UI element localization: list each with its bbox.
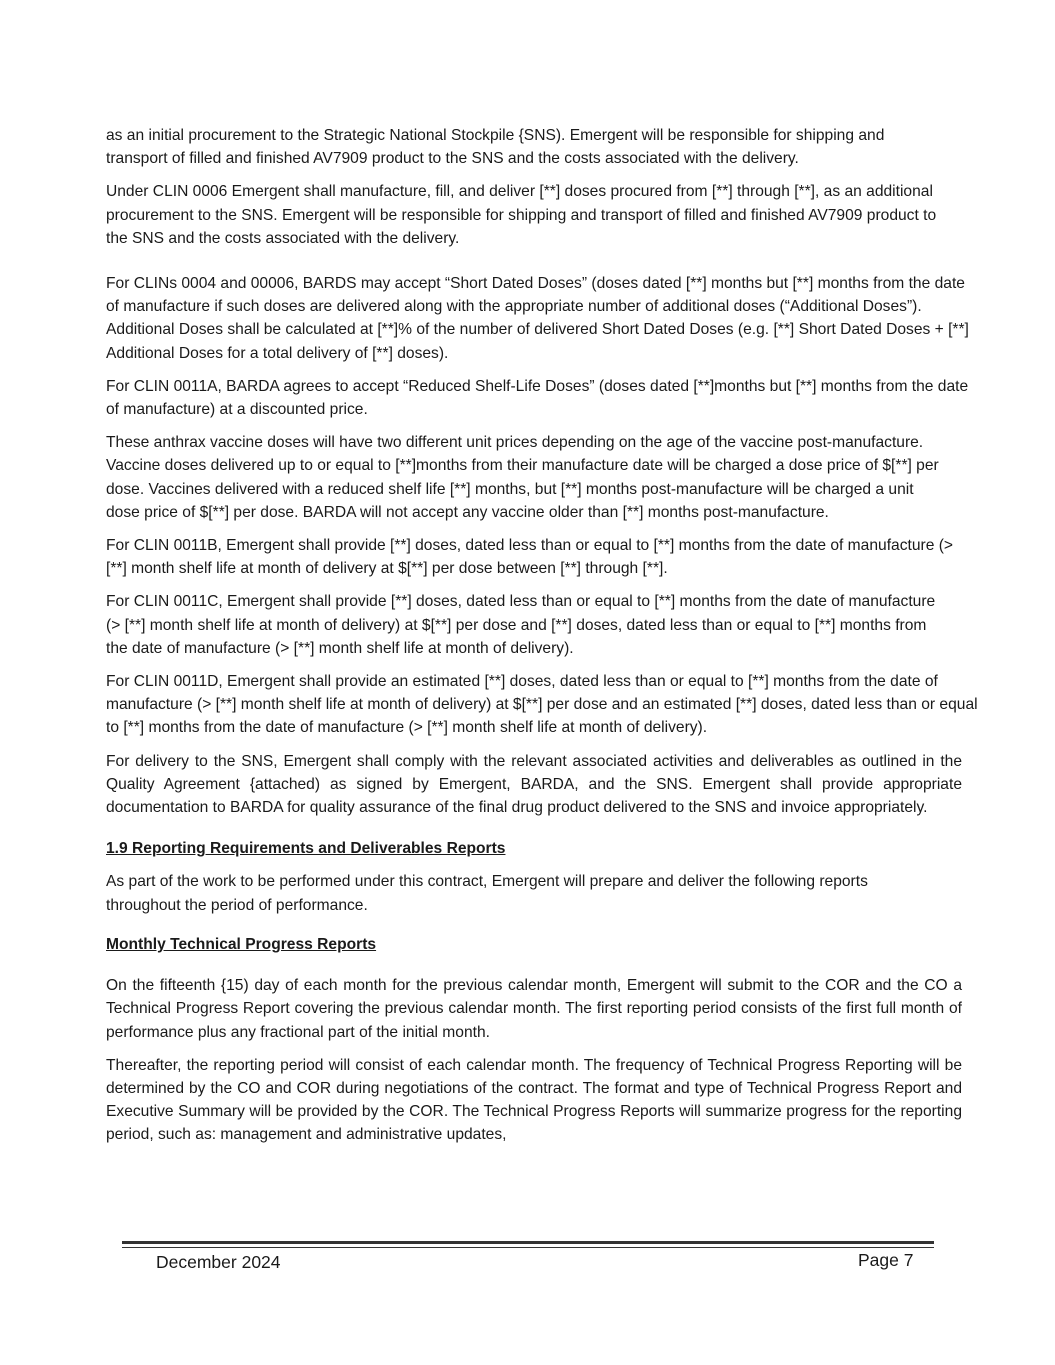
paragraph-clin-0011c: For CLIN 0011C, Emergent shall provide [**] doses, dated less than or equal to [**] months from the date of manufacture (> [**] month shelf life at month of delivery) at $[**] per dose and [**] doses, dated less than or equal to [**] months from the date of manufacture (> [**] month shelf life at month of delivery). <box>106 593 936 657</box>
footer-divider <box>122 1241 934 1248</box>
paragraph-sns-initial-procurement: as an initial procurement to the Strategic National Stockpile {SNS). Emergent will be responsible for shipping and transport of filled and finished AV7909 product to the SNS and the costs associated with the delivery. <box>106 127 885 168</box>
paragraph-reporting-period: Thereafter, the reporting period will consist of each calendar month. The frequency of Technical Progress Reporting will be determined by the CO and COR during negotiations of the contract. The format and type of Technical Progress Report and Executive Summary will be provided by the COR. The Technical Progress Reports will summarize progress for the reporting period, such as: management and administrative updates, <box>106 1056 962 1144</box>
footer-date: December 2024 <box>156 1252 281 1272</box>
footer-page-number: Page 7 <box>858 1250 914 1270</box>
paragraph-reports-intro: As part of the work to be performed under this contract, Emergent will prepare and deliver the following reports throughout the period of performance. <box>106 873 868 914</box>
paragraph-short-dated-doses: For CLINs 0004 and 00006, BARDS may accept “Short Dated Doses” (doses dated [**] months but [**] months from the date of manufacture if such doses are delivered along with the appropriate number of additional doses (“Additional Doses”). Additional Doses shall be calculated at [**]% of the number of delivered Short Dated Doses (e.g. [**] Short Dated Doses + [**] Additional Doses for a total delivery of [**] doses). <box>106 275 969 362</box>
paragraph-clin-0011b: For CLIN 0011B, Emergent shall provide [**] doses, dated less than or equal to [**] months from the date of manufacture (> [**] month shelf life at month of delivery at $[**] per dose between [**] through [**]. <box>106 537 953 578</box>
paragraph-clin-0011a: For CLIN 0011A, BARDA agrees to accept “Reduced Shelf-Life Doses” (doses dated [**]months but [**] months from the date of manufacture) at a discounted price. <box>106 377 969 419</box>
subsection-heading-monthly-reports: Monthly Technical Progress Reports <box>106 935 377 953</box>
paragraph-monthly-submission: On the fifteenth {15) day of each month for the previous calendar month, Emergent will submit to the COR and the CO a Technical Progress Report covering the previous calendar month. The first reporting period consists of the first full month of performance plus any fractional part of the initial month. <box>106 977 962 1041</box>
paragraph-clin-0011d: For CLIN 0011D, Emergent shall provide an estimated [**] doses, dated less than or equal to [**] months from the date of manufacture (> [**] month shelf life at month of delivery) at $[**] per dose and an estimated [**] doses, dated less than or equal to [**] months from the date of manufacture (> [**] month shelf life at month of delivery). <box>106 673 978 737</box>
section-heading-reporting: 1.9 Reporting Requirements and Deliverables Reports <box>106 840 506 858</box>
paragraph-unit-prices: These anthrax vaccine doses will have two different unit prices depending on the age of the vaccine post-manufacture. Vaccine doses delivered up to or equal to [**]months from their manufacture date will be charged a dose price of $[**] per dose. Vaccines delivered with a reduced shelf life [**] months, but [**] months post-manufacture will be charged a unit dose price of $[**] per dose. BARDA will not accept any vaccine older than [**] months post-manufacture. <box>106 434 939 521</box>
document-body <box>106 124 978 1157</box>
paragraph-sns-delivery: For delivery to the SNS, Emergent shall comply with the relevant associated activities and deliverables as outlined in the Quality Agreement {attached) as signed by Emergent, BARDA, and the SNS. Emergent shall provide appropriate documentation to BARDA for quality assurance of the final drug product delivered to the SNS and invoice appropriately. <box>106 752 962 817</box>
paragraph-clin-0006: Under CLIN 0006 Emergent shall manufacture, fill, and deliver [**] doses procured from [**] through [**], as an additional procurement to the SNS. Emergent will be responsible for shipping and transport of filled and finished AV7909 product to the SNS and the costs associated with the delivery. <box>106 183 937 247</box>
